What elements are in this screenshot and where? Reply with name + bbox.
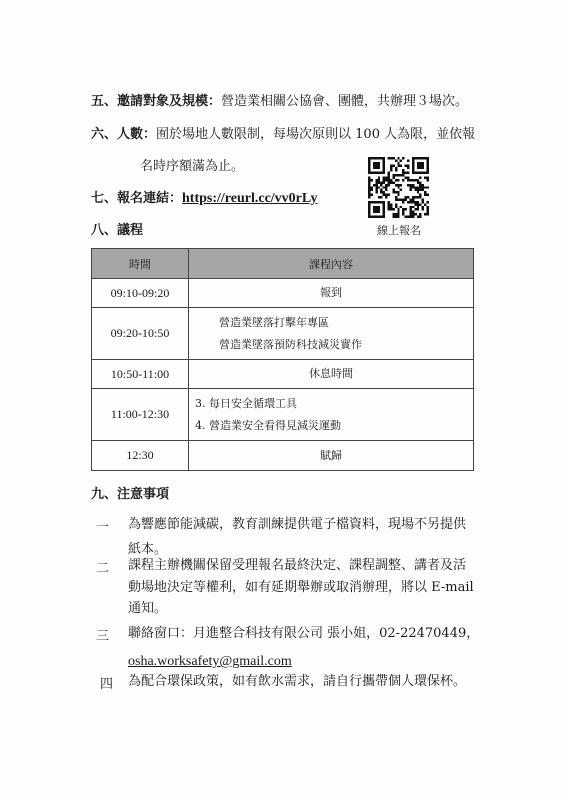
agenda-time: 12:30 — [92, 441, 189, 471]
note-2-line3: 通知。 — [128, 601, 168, 616]
table-row — [92, 389, 474, 441]
agenda-content — [189, 389, 474, 441]
section-6-line1: 囿於場地人數限制，每場次原則以 100 人為限，並依報 — [156, 127, 476, 142]
agenda-item: 4. 營造業安全看得見減災運動 — [195, 418, 341, 432]
table-row — [92, 441, 474, 471]
agenda-item: 賦歸 — [320, 448, 342, 462]
agenda-content — [189, 308, 474, 360]
note-number: 二 — [96, 561, 110, 576]
agenda-item: 營造業墜落打擊年專區 — [219, 315, 329, 329]
note-2-line2: 動場地決定等權利，如有延期舉辦或取消辦理，將以 E-mail — [128, 580, 474, 595]
note-number: 一 — [96, 520, 110, 535]
qr-caption: 線上報名 — [377, 224, 421, 237]
agenda-header-content: 課程內容 — [189, 249, 474, 279]
agenda-item: 營造業墜落預防科技減災實作 — [219, 337, 362, 351]
table-row — [92, 308, 474, 360]
agenda-table — [91, 248, 474, 471]
note-1-line1: 為響應節能減碳，教育訓練提供電子檔資料，現場不另提供 — [128, 517, 467, 532]
note-1-line2: 紙本。 — [128, 542, 168, 557]
agenda-item: 3. 每日安全循環工具 — [195, 396, 297, 410]
note-2-line1: 課程主辦機關保留受理報名最終決定、課程調整、講者及活 — [128, 558, 467, 573]
section-5-label: 五、邀請對象及規模： — [91, 94, 222, 109]
registration-link[interactable]: https://reurl.cc/vv0rLy — [182, 191, 318, 206]
section-6 — [91, 126, 475, 144]
agenda-content — [189, 441, 474, 471]
section-5 — [91, 93, 468, 111]
agenda-time: 11:00-12:30 — [92, 389, 189, 441]
section-7-label: 七、報名連結： — [91, 191, 183, 206]
agenda-content — [189, 360, 474, 389]
agenda-header-row — [92, 249, 474, 279]
table-row — [92, 360, 474, 389]
agenda-item: 休息時間 — [309, 367, 353, 380]
contact-email-text: osha.worksafety@gmail.com — [128, 654, 292, 669]
note-4-line1: 為配合環保政策，如有飲水需求，請自行攜帶個人環保杯。 — [128, 674, 467, 689]
qr-code[interactable] — [368, 157, 429, 218]
section-9-label: 九、注意事項 — [91, 487, 170, 502]
note-3-line1: 聯絡窗口：月進整合科技有限公司 張小姐，02-22470449， — [128, 626, 480, 641]
agenda-item: 報到 — [320, 286, 342, 299]
note-number: 四 — [100, 677, 114, 692]
section-6-label: 六、人數： — [91, 127, 157, 142]
agenda-time: 09:10-09:20 — [92, 279, 189, 308]
contact-email[interactable] — [128, 650, 292, 670]
agenda-content — [189, 279, 474, 308]
agenda-time: 10:50-11:00 — [92, 360, 189, 389]
note-number: 三 — [96, 629, 110, 644]
section-8-label: 八、議程 — [91, 223, 144, 238]
agenda-time: 09:20-10:50 — [92, 308, 189, 360]
section-6-line2: 名時序額滿為止。 — [140, 159, 245, 174]
section-5-text: 營造業相關公協會、團體，共辦理３場次。 — [221, 94, 469, 109]
table-row — [92, 279, 474, 308]
agenda-header-time: 時間 — [92, 249, 189, 279]
section-7 — [91, 190, 317, 208]
